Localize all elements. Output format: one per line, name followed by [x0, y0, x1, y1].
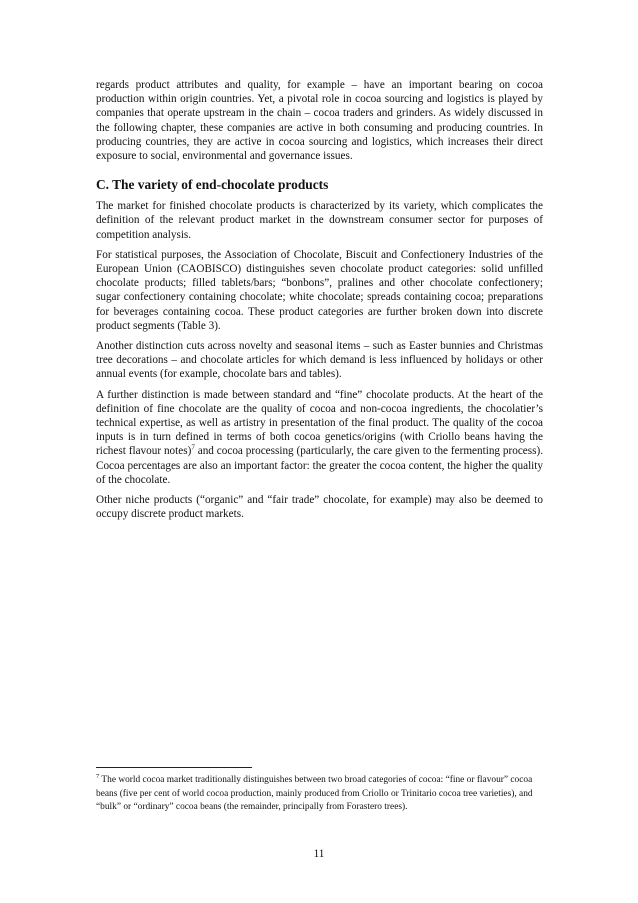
footnote	[96, 774, 543, 815]
paragraph-statistical: For statistical purposes, the Association of Chocolate, Biscuit and Confectionery Industries of the European Union (CAOBISCO) distinguishes seven chocolate product categories: solid unfilled chocolate products; filled tablets/bars; “bonbons”, pralines and other chocolate confectionery; sugar confectionery containing chocolate; white chocolate; spreads containing cocoa; preparations for beverages containing cocoa. These product categories are further broken down into discrete product segments (Table 3).	[96, 248, 543, 332]
footnote-separator	[96, 767, 252, 768]
footnote-text: The world cocoa market traditionally distinguishes between two broad categories of cocoa: “fine or flavour” cocoa beans (five per cent of world cocoa production, mainly produced from Criollo or Trinitario cocoa tree varieties), and “bulk” or “ordinary” cocoa beans (the remainder, principally from Forastero trees).	[96, 775, 533, 813]
paragraph-niche: Other niche products (“organic” and “fair trade” chocolate, for example) may also be deemed to occupy discrete product markets.	[96, 494, 543, 521]
paragraph-intro: regards product attributes and quality, for example – have an important bearing on cocoa production within origin countries. Yet, a pivotal role in cocoa sourcing and logistics is played by companies that operate upstream in the chain – cocoa traders and grinders. As widely discussed in the following chapter, these companies are active in both consuming and producing countries. In producing countries, they are active in cocoa sourcing and logistics, which increases their direct exposure to social, environmental and governance issues.	[96, 79, 543, 163]
paragraph-market: The market for finished chocolate products is characterized by its variety, which complicates the definition of the relevant product market in the downstream consumer sector for purposes of competition analysis.	[96, 200, 543, 241]
paragraph-fine-text-after: and cocoa processing (particularly, the care given to the fermenting process). Cocoa percentages are also an important factor: the greater the cocoa content, the higher the quality of the chocolate.	[96, 445, 543, 486]
footnote-marker: 7	[96, 772, 100, 780]
paragraph-fine-text-before: A further distinction is made between standard and “fine” chocolate products. At the heart of the definition of fine chocolate are the quality of cocoa and non-cocoa ingredients, the chocolatier’s technical expertise, as well as artistry in presentation of the final product. The quality of the cocoa inputs is in turn defined in terms of both cocoa genetics/origins (with Criollo beans having the richest flavour notes)	[96, 388, 543, 458]
paragraph-distinction: Another distinction cuts across novelty and seasonal items – such as Easter bunnies and Christmas tree decorations – and chocolate articles for which demand is less influenced by holidays or other annual events (for example, chocolate bars and tables).	[96, 340, 543, 381]
paragraph-fine-chocolate	[96, 388, 543, 487]
footnote-reference[interactable]: 7	[191, 443, 195, 452]
page-body	[96, 78, 543, 527]
page-number: 11	[313, 848, 325, 860]
section-heading: C. The variety of end-chocolate products	[96, 177, 329, 193]
